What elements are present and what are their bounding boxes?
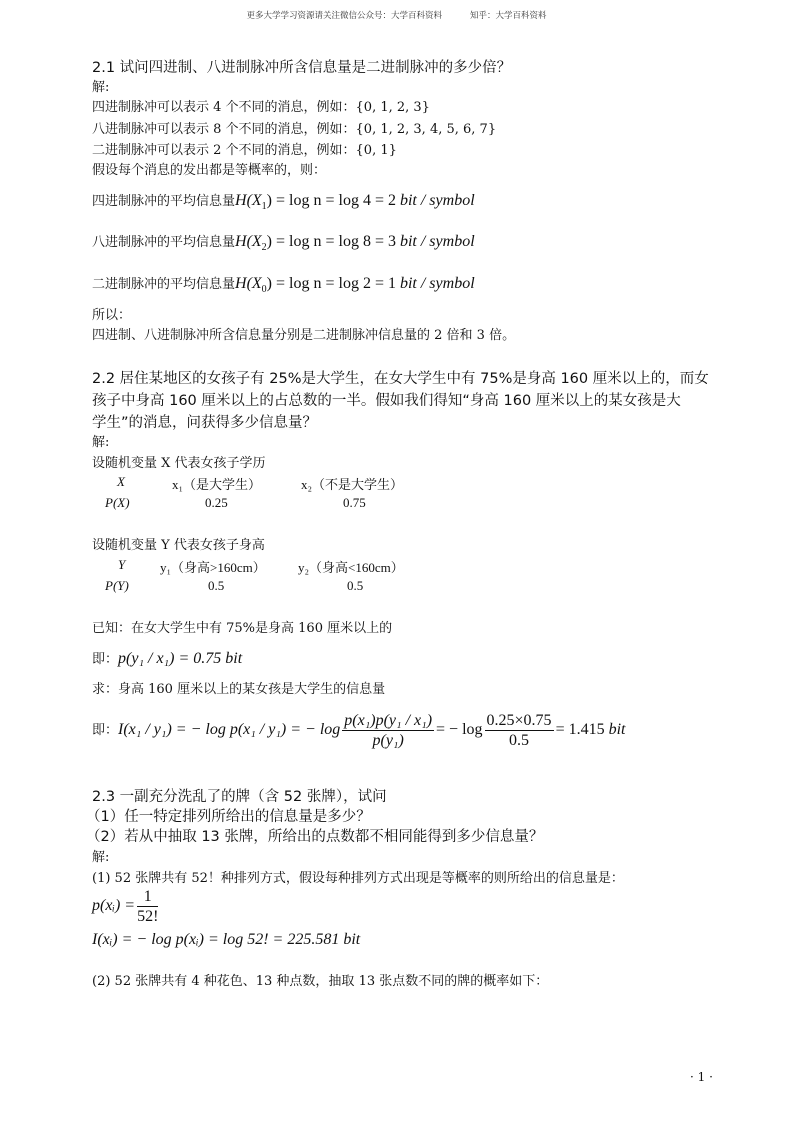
denominator: 0.5	[509, 731, 530, 749]
formula-part: = 1.415	[555, 721, 609, 738]
formula-label: 即：	[92, 723, 119, 738]
solution-label: 解:	[92, 435, 110, 450]
numerator: 1	[137, 887, 158, 907]
question-2-2-title: 2.2 居住某地区的女孩子有 25%是大学生，在女大学生中有 75%是身高 160 厘米以上的，而女	[92, 371, 709, 387]
table-cell: X	[117, 474, 125, 489]
text-line: 八进制脉冲可以表示 8 个不同的消息，例如：{0, 1, 2, 3, 4, 5, 6, 7}	[92, 122, 497, 137]
question-2-2-title: 孩子中身高 160 厘米以上的占总数的一半。假如我们得知“身高 160 厘米以上的某女孩是大	[92, 393, 681, 409]
page-number: · 1 ·	[690, 1070, 713, 1084]
formula-label: 即：	[92, 652, 119, 667]
formula-unit: bit / symbol	[399, 192, 475, 209]
formula-sub: 2	[261, 242, 267, 254]
formula-label: 四进制脉冲的平均信息量	[92, 194, 236, 209]
table-cell: y₂（身高<160cm）	[298, 560, 404, 575]
formula: p(y₁ / x₁) = 0.75	[118, 650, 226, 667]
formula-rhs: ) = log n = log 4 = 2	[266, 192, 400, 209]
formula-part: = − log	[436, 721, 483, 738]
table-cell: x₁（是大学生）	[172, 477, 262, 492]
question-2-3-title: 2.3 一副充分洗乱了的牌（含 52 张牌），试问	[92, 789, 387, 805]
formula-rhs: ) = log n = log 2 = 1	[266, 275, 400, 292]
text-line: (2) 52 张牌共有 4 种花色、13 种点数，抽取 13 张点数不同的牌的概率如下：	[92, 974, 549, 989]
header-right: 知乎：大学百科资料	[470, 11, 547, 21]
text-line: 设随机变量 X 代表女孩子学历	[92, 456, 266, 471]
table-cell: 0.75	[343, 495, 366, 510]
question-2-3-part: （1）任一特定排列所给出的信息量是多少？	[86, 809, 371, 825]
formula-line	[92, 192, 475, 216]
table-cell: 0.5	[347, 578, 364, 593]
question-2-1-title: 2.1 试问四进制、八进制脉冲所含信息量是二进制脉冲的多少倍？	[92, 60, 512, 76]
formula-line	[92, 650, 242, 669]
formula-line	[92, 886, 160, 927]
numerator: p(x₁)p(y₁ / x₁)	[344, 711, 433, 729]
formula: I(xᵢ) = − log p(xᵢ) = log 52! = 225.581	[92, 931, 344, 948]
table-cell: Y	[118, 557, 126, 572]
page-header	[0, 9, 793, 21]
formula-line	[92, 710, 625, 751]
formula-unit: bit	[225, 650, 243, 667]
formula-rhs: ) = log n = log 8 = 3	[266, 233, 400, 250]
denominator: 52!	[137, 907, 159, 925]
question-2-2-title: 学生”的消息，问获得多少信息量？	[92, 415, 318, 431]
formula-label: 八进制脉冲的平均信息量	[92, 235, 236, 250]
formula-line	[92, 931, 360, 950]
formula-unit: bit / symbol	[399, 275, 475, 292]
denominator: p(y₁)	[372, 731, 404, 749]
table-cell: P(X)	[105, 495, 130, 510]
formula-sub: 0	[261, 284, 267, 296]
numerator: 0.25×0.75	[486, 711, 552, 729]
text-line: 所以：	[92, 308, 132, 323]
table-cell: 0.25	[205, 495, 228, 510]
formula-lhs: p(xᵢ) =	[92, 897, 136, 914]
question-2-3-part: （2）若从中抽取 13 张牌，所给出的点数都不相同能得到多少信息量？	[86, 829, 544, 845]
table-cell: x₂（不是大学生）	[301, 477, 404, 492]
formula-label: 二进制脉冲的平均信息量	[92, 277, 236, 292]
table-cell: P(Y)	[105, 578, 129, 593]
formula-lhs: H(X	[235, 192, 262, 209]
formula-lhs: H(X	[235, 233, 262, 250]
text-line: 四进制脉冲可以表示 4 个不同的消息，例如：{0, 1, 2, 3}	[92, 100, 430, 115]
text-line: 设随机变量 Y 代表女孩子身高	[92, 538, 265, 553]
text-line: 二进制脉冲可以表示 2 个不同的消息，例如：{0, 1}	[92, 143, 397, 158]
formula-unit: bit	[343, 931, 361, 948]
conclusion: 四进制、八进制脉冲所含信息量分别是二进制脉冲信息量的 2 倍和 3 倍。	[92, 328, 516, 343]
solution-label: 解:	[92, 850, 110, 865]
table-cell: 0.5	[208, 578, 225, 593]
formula-unit: bit	[608, 721, 626, 738]
formula-line	[92, 233, 475, 257]
header-left: 更多大学学习资源请关注微信公众号：大学百科资料	[246, 11, 442, 21]
formula-lhs: H(X	[235, 275, 262, 292]
formula-part: I(x₁ / y₁) = − log p(x₁ / y₁) = − log	[118, 721, 341, 738]
text-line: (1) 52 张牌共有 52！种排列方式，假设每种排列方式出现是等概率的则所给出的信息量是：	[92, 871, 624, 886]
solution-label: 解:	[92, 80, 110, 95]
text-line: 假设每个消息的发出都是等概率的，则：	[92, 163, 327, 178]
text-line: 求：身高 160 厘米以上的某女孩是大学生的信息量	[92, 682, 386, 697]
formula-line	[92, 275, 475, 299]
table-cell: y₁（身高>160cm）	[160, 560, 266, 575]
formula-sub: 1	[261, 201, 267, 213]
formula-unit: bit / symbol	[399, 233, 475, 250]
text-line: 已知：在女大学生中有 75%是身高 160 厘米以上的	[92, 621, 393, 636]
